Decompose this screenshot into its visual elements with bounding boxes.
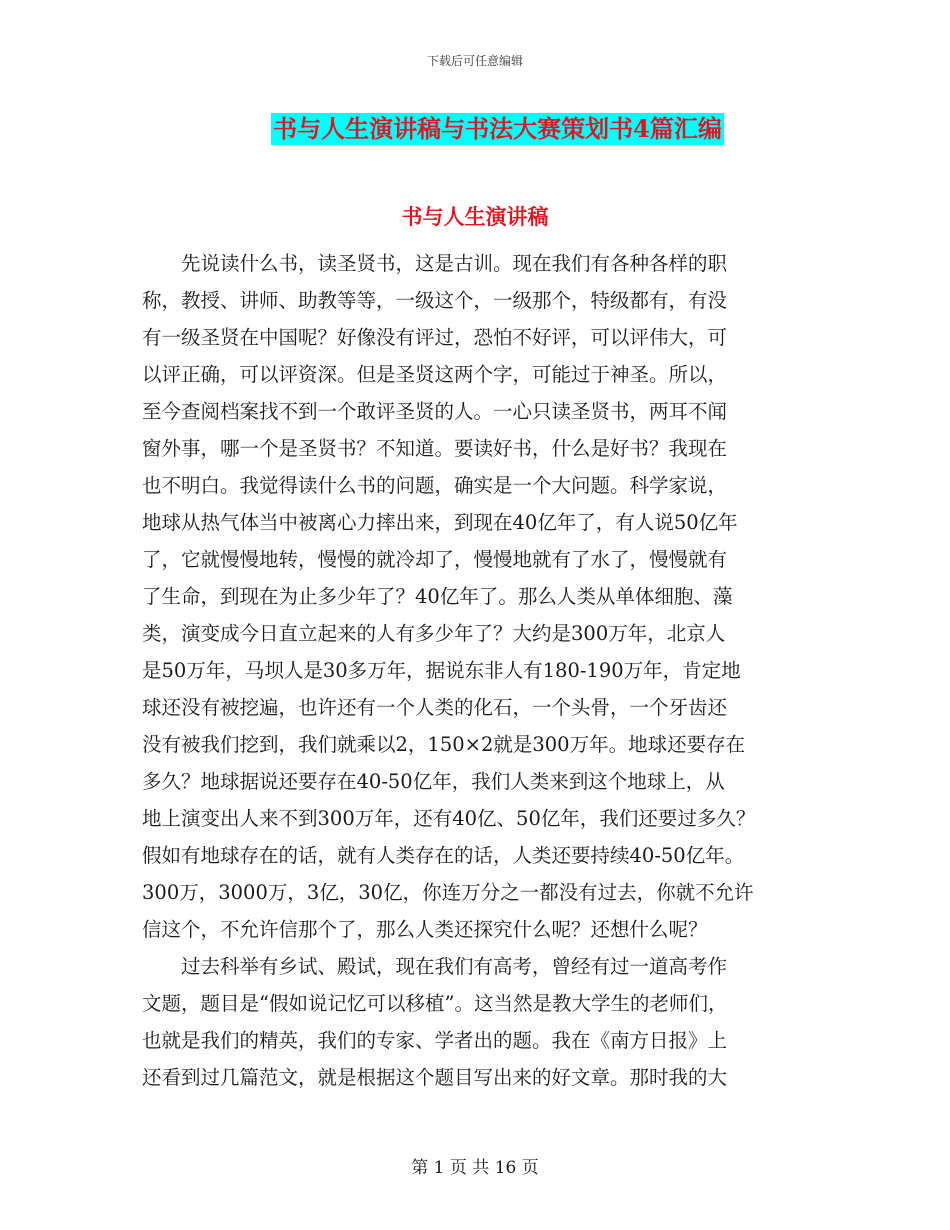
body-line: 先说读什么书，读圣贤书，这是古训。现在我们有各种各样的职 <box>142 252 728 275</box>
body-line: 没有被我们挖到，我们就乘以2，150×2就是300万年。地球还要存在 <box>142 733 746 756</box>
body-line: 称，教授、讲师、助教等等，一级这个，一级那个，特级都有，有没 <box>142 289 728 312</box>
body-text <box>142 245 822 1096</box>
body-line: 过去科举有乡试、殿试，现在我们有高考，曾经有过一道高考作 <box>142 955 728 978</box>
body-line: 类，演变成今日直立起来的人有多少年了？大约是300万年，北京人 <box>142 622 726 645</box>
body-line: 还看到过几篇范文，就是根据这个题目写出来的好文章。那时我的大 <box>142 1066 728 1089</box>
body-line: 窗外事，哪一个是圣贤书？不知道。要读好书，什么是好书？我现在 <box>142 437 728 460</box>
page-footer: 第 1 页 共 16 页 <box>411 1158 539 1178</box>
body-line: 了生命，到现在为止多少年了？40亿年了。那么人类从单体细胞、藻 <box>142 585 733 608</box>
body-line: 以评正确，可以评资深。但是圣贤这两个字，可能过于神圣。所以， <box>142 363 728 386</box>
section-title: 书与人生演讲稿 <box>401 204 549 229</box>
body-line: 地球从热气体当中被离心力摔出来，到现在40亿年了，有人说50亿年 <box>142 511 738 534</box>
document-title: 书与人生演讲稿与书法大赛策划书4篇汇编 <box>273 114 722 143</box>
page-header-note: 下载后可任意编辑 <box>426 54 523 68</box>
document-title-container <box>0 113 950 145</box>
body-line: 信这个，不允许信那个了，那么人类还探究什么呢？还想什么呢？ <box>142 918 708 941</box>
body-line: 多久？地球据说还要存在40-50亿年，我们人类来到这个地球上，从 <box>142 770 725 793</box>
body-line: 也不明白。我觉得读什么书的问题，确实是一个大问题。科学家说， <box>142 474 728 497</box>
body-line: 是50万年，马坝人是30多万年，据说东非人有180-190万年，肯定地 <box>142 659 741 682</box>
body-line: 有一级圣贤在中国呢？好像没有评过，恐怕不好评，可以评伟大，可 <box>142 326 728 349</box>
body-line: 球还没有被挖遍，也许还有一个人类的化石，一个头骨，一个牙齿还 <box>142 696 728 719</box>
body-line: 假如有地球存在的话，就有人类存在的话，人类还要持续40-50亿年。 <box>142 844 745 867</box>
body-line: 300万，3000万，3亿，30亿，你连万分之一都没有过去，你就不允许 <box>142 881 754 904</box>
body-line: 了，它就慢慢地转，慢慢的就冷却了，慢慢地就有了水了，慢慢就有 <box>142 548 728 571</box>
body-line: 文题，题目是“假如说记忆可以移植”。这当然是教大学生的老师们， <box>142 992 728 1015</box>
body-line: 也就是我们的精英，我们的专家、学者出的题。我在《南方日报》上 <box>142 1029 728 1052</box>
body-line: 地上演变出人来不到300万年，还有40亿、50亿年，我们还要过多久？ <box>142 807 756 830</box>
body-line: 至今查阅档案找不到一个敢评圣贤的人。一心只读圣贤书，两耳不闻 <box>142 400 728 423</box>
